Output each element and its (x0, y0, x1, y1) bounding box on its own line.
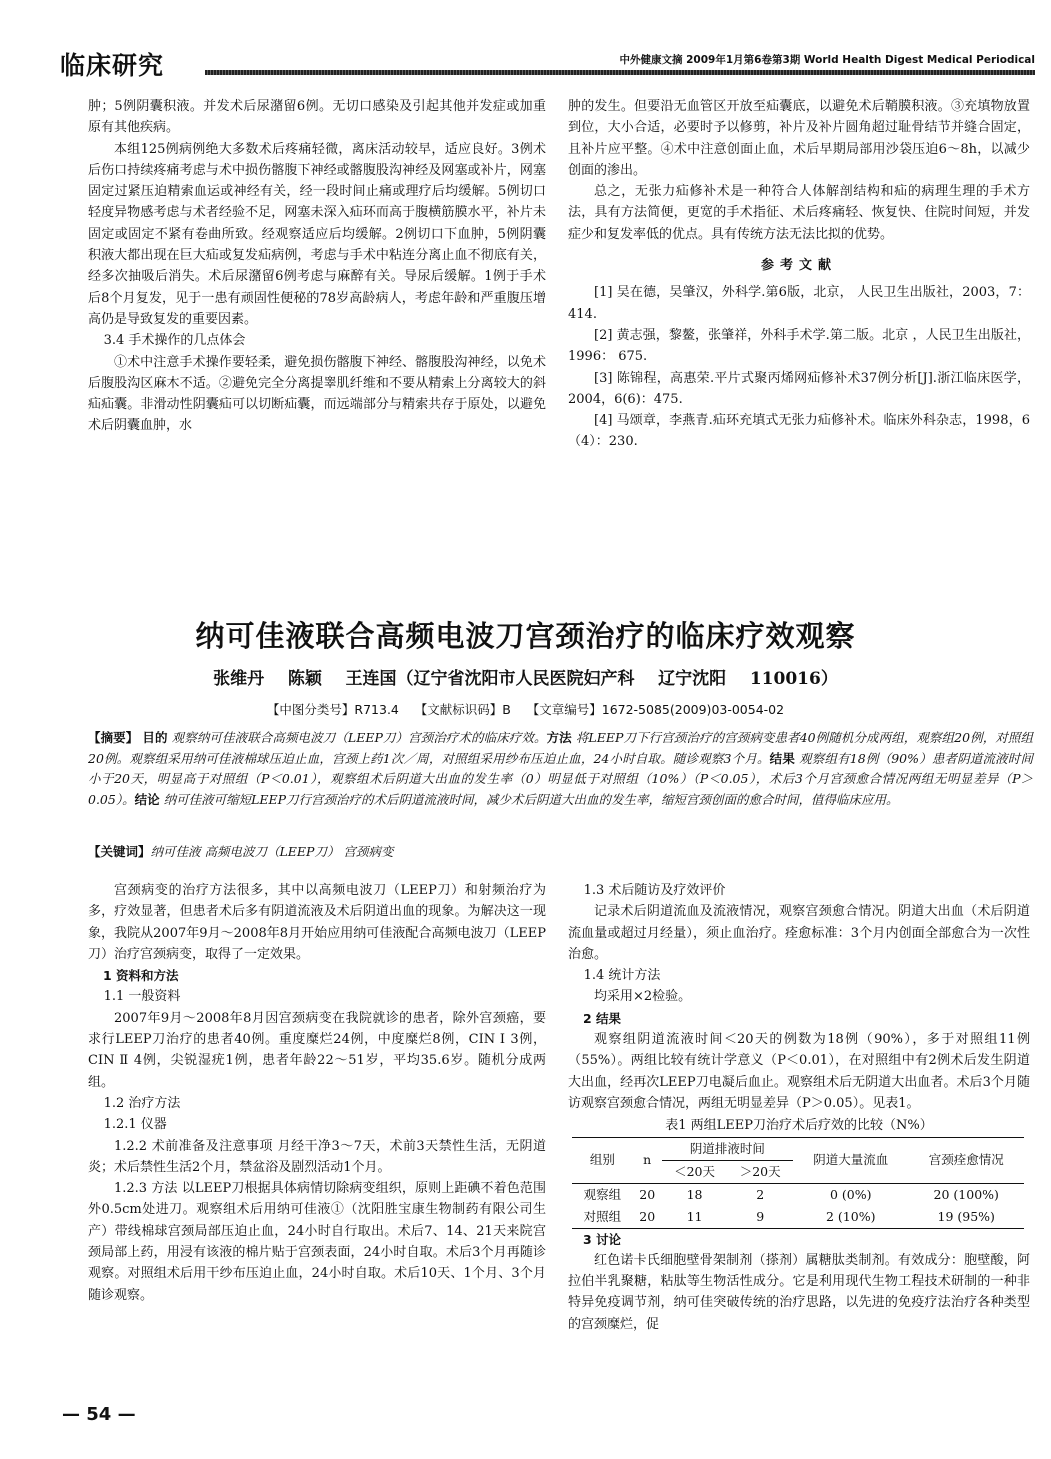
table-header-lt20: ＜20天 (662, 1160, 728, 1183)
reference: [4] 马颂章，李燕青.疝环充填式无张力疝修补术。临床外科杂志，1998，6（4）：230. (568, 413, 1030, 450)
table-cell: 观察组 (583, 1186, 622, 1202)
abstract-text: 观察组有18例（90%）患者阴道流液时间小于20天，明显高于对照组（P＜0.01），观察组术后阴道大出血的发生率（0）明显低于对照组（10%）（P＜0.05），术后3个月宫颈愈合情况两组无明显差异（P＞0.05）。 (88, 750, 1033, 807)
keywords-text: 纳可佳液 高频电波刀（LEEP刀） 宫颈病变 (150, 844, 394, 859)
prev-article-left-column (88, 96, 546, 437)
table-header-flow: 阴道排液时间 (662, 1137, 793, 1160)
results-table (572, 1137, 1024, 1229)
abstract (88, 728, 1033, 810)
abstract-key: 结果 (769, 750, 795, 766)
table-cell: 20 (633, 1206, 662, 1229)
article-left-column (88, 880, 546, 1306)
table-header-n: n (633, 1137, 662, 1183)
paragraph: 总之，无张力疝修补术是一种符合人体解剖结构和疝的病理生理的手术方法，具有方法简便，更宽的手术指征、术后疼痛轻、恢复快、住院时间短，并发症少和复发率低的优点。具有传统方法无法比拟的优势。 (568, 184, 1030, 242)
article-right-column (568, 880, 1030, 1335)
page-number: — 54 — (62, 1404, 136, 1425)
paragraph: 红色诺卡氏细胞壁骨架制剂（搽剂）属糖肽类制剂。有效成分：胞壁酸，阿拉伯半乳聚糖，粘肽等生物活性成分。它是利用现代生物工程技术研制的一种非特异免疫调节剂，纳可佳突破传统的治疗思路，以先进的免疫疗法治疗各种类型的宫颈糜烂，促 (568, 1252, 1030, 1332)
paragraph: 肿的发生。但要沿无血管区开放至疝囊底，以避免术后鞘膜积液。③充填物放置到位，大小合适，必要时予以修剪，补片及补片圆角超过耻骨结节并缝合固定，且补片应平整。④术中注意创面止血，术后早期局部用沙袋压迫6～8h，以减少创面的渗出。 (568, 99, 1030, 178)
paragraph: 宫颈病变的治疗方法很多，其中以高频电波刀（LEEP刀）和射频治疗为多，疗效显著，但患者术后多有阴道流液及术后阴道出血的现象。为解决这一现象，我院从2007年9月～2008年8月开始应用纳可佳液配合高频电波刀（LEEP刀）治疗宫颈病变，取得了一定效果。 (88, 883, 546, 962)
paragraph: 1.2.2 术前准备及注意事项 月经干净3～7天，术前3天禁性生活，无阴道炎；术后禁性生活2个月，禁盆浴及剧烈活动1个月。 (88, 1138, 546, 1175)
section-heading: 2 结果 (583, 1010, 622, 1026)
table-row (572, 1206, 1024, 1229)
table-cell: 9 (727, 1206, 793, 1229)
reference: [2] 黄志强，黎鳌，张肇祥，外科手术学.第二版。北京 ，人民卫生出版社，1996： 675. (568, 327, 1030, 365)
prev-article-right-column (568, 96, 1030, 453)
paragraph: 1.2.3 方法 以LEEP刀根据具体病情切除病变组织，原则上距碘不着色范围外0.5cm处进刀。观察组术后用纳可佳液①（沈阳胜宝康生物制药有限公司生产）带线棉球宫颈局部压迫止血，24小时自行取出。术后7、14、21天来院宫颈局部上药，用浸有该液的棉片贴于宫颈表面，24小时自取。术后3个月再随诊观察。对照组术后用干纱布压迫止血，24小时自取。术后10天、1个月、3个月随诊观察。 (88, 1181, 546, 1303)
references-heading: 参考文献 (760, 258, 837, 274)
abstract-text: 观察纳可佳液联合高频电波刀（LEEP刀）宫颈治疗术的临床疗效。 (167, 730, 547, 745)
reference: [3] 陈锦程，高惠荣.平片式聚丙烯网疝修补术37例分析[J].浙江临床医学，2004，6(6)：475. (568, 370, 1030, 407)
paragraph: 记录术后阴道流血及流液情况，观察宫颈愈合情况。阴道大出血（术后阴道流血量或超过月经量），须止血治疗。痊愈标准：3个月内创面全部愈合为一次性治愈。 (568, 904, 1030, 962)
paragraph: 2007年9月～2008年8月因宫颈病变在我院就诊的患者，除外宫颈癌，要求行LEEP刀治疗的患者40例。重度糜烂24例，中度糜烂8例，CIN Ⅰ 3例，CIN Ⅱ 4例，尖锐湿疣1例，患者年龄22～51岁，平均35.6岁。随机分成两组。 (88, 1010, 546, 1090)
subheading: 1.3 术后随访及疗效评价 (583, 883, 726, 898)
abstract-text: 纳可佳液可缩短LEEP刀行宫颈治疗的术后阴道流液时间，减少术后阴道大出血的发生率，缩短宫颈创面的愈合时间，值得临床应用。 (159, 791, 899, 807)
classification-line: 【中图分类号】R713.4 【文献标识码】B 【文章编号】1672-5085(2009)03-0054-02 (266, 702, 785, 717)
subheading: 3.4 手术操作的几点体会 (103, 333, 246, 349)
section-heading: 3 讨论 (583, 1231, 622, 1247)
reference: [1] 吴在德，吴肇汉，外科学.第6版，北京， 人民卫生出版社，2003，7：414. (568, 285, 1030, 322)
paragraph: ①术中注意手术操作要轻柔，避免损伤髂腹下神经、髂腹股沟神经，以免术后腹股沟区麻木不适。②避免完全分离提睾肌纤维和不要从精索上分离较大的斜疝疝囊。非滑动性阴囊疝可以切断疝囊，而远端部分与精索共存于原处，以避免术后阴囊血肿，水 (88, 354, 546, 434)
table-caption: 表1 两组LEEP刀治疗术后疗效的比较（N%） (665, 1118, 933, 1134)
abstract-key: 方法 (546, 730, 572, 745)
table-header-group: 组别 (572, 1137, 633, 1183)
table-cell: 对照组 (572, 1206, 633, 1229)
subheading: 1.4 统计方法 (583, 968, 661, 984)
keywords-label: 【关键词】 (88, 844, 151, 859)
subheading: 1.2.1 仪器 (103, 1117, 167, 1133)
abstract-text: 将LEEP刀下行宫颈治疗的宫颈病变患者40例随机分成两组，观察组20例，对照组20例。观察组采用纳可佳液棉球压迫止血，宫颈上药1次／周，对照组采用纱布压迫止血，24小时自取。随诊观察3个月。 (88, 730, 1033, 766)
abstract-key: 结论 (134, 791, 160, 807)
paragraph: 观察组阴道流液时间＜20天的例数为18例（90%），多于对照组11例（55%）。两组比较有统计学意义（P＜0.01），在对照组中有2例术后发生阴道大出血，经再次LEEP刀电凝后血止。观察组术后无阴道大出血者。术后3个月随访观察宫颈愈合情况，两组无明显差异（P＞0.05）。见表1。 (568, 1032, 1030, 1111)
section-heading: 1 资料和方法 (103, 968, 179, 984)
paragraph: 肿；5例阴囊积液。并发术后尿潴留6例。无切口感染及引起其他并发症或加重原有其他疾病。 (88, 99, 546, 136)
table-row (572, 1183, 1024, 1206)
journal-info: 中外健康文摘 2009年1月第6卷第3期 World Health Digest Medical Periodical (619, 54, 1035, 66)
header-rule (205, 70, 1035, 75)
table-cell: 20 (100%) (933, 1186, 999, 1202)
keywords (88, 842, 1033, 860)
table-cell: 11 (662, 1206, 728, 1229)
paragraph: 均采用×2检验。 (594, 989, 692, 1005)
table-header-bleed: 阴道大量流血 (793, 1137, 908, 1183)
table-cell: 2 (10%) (793, 1206, 908, 1229)
article-title: 纳可佳液联合高频电波刀宫颈治疗的临床疗效观察 (195, 619, 856, 653)
abstract-label: 【摘要】 (88, 730, 139, 745)
table-cell: 20 (639, 1186, 656, 1202)
table-cell: 0 (0%) (829, 1186, 872, 1202)
section-title: 临床研究 (60, 51, 165, 80)
table-cell: 19 (95%) (908, 1206, 1024, 1229)
running-header (60, 44, 1035, 84)
table-header-heal: 宫颈痊愈情况 (908, 1137, 1024, 1183)
table-header-gt20: ＞20天 (727, 1160, 793, 1183)
subheading: 1.1 一般资料 (103, 989, 181, 1005)
table-cell: 2 (756, 1186, 765, 1202)
article-authors: 张维丹 陈颖 王连国（辽宁省沈阳市人民医院妇产科 辽宁沈阳 110016） (213, 669, 838, 689)
table-cell: 18 (686, 1186, 703, 1202)
subheading: 1.2 治疗方法 (103, 1095, 181, 1111)
paragraph: 本组125例病例绝大多数术后疼痛轻微，离床活动较早，适应良好。3例术后伤口持续疼痛考虑与术中损伤髂腹下神经或髂腹股沟神经及网塞或补片，网塞固定过紧压迫精索血运或神经有关，经一段时间止痛或理疗后均缓解。5例切口轻度异物感考虑与术者经验不足，网塞未深入疝环而高于腹横筋膜水平，补片未固定或固定不紧有卷曲所致。经观察适应后均缓解。2例切口下血肿，5例阴囊积液大都出现在巨大疝或复发疝病例，考虑与手术中粘连分离止血不彻底有关，经多次抽吸后消失。术后尿潴留6例考虑与麻醉有关。导尿后缓解。1例于手术后8个月复发，见于一患有顽固性便秘的78岁高龄病人，考虑年龄和严重腹压增高仍是导致复发的重要因素。 (88, 141, 546, 327)
abstract-key: 目的 (142, 730, 168, 745)
